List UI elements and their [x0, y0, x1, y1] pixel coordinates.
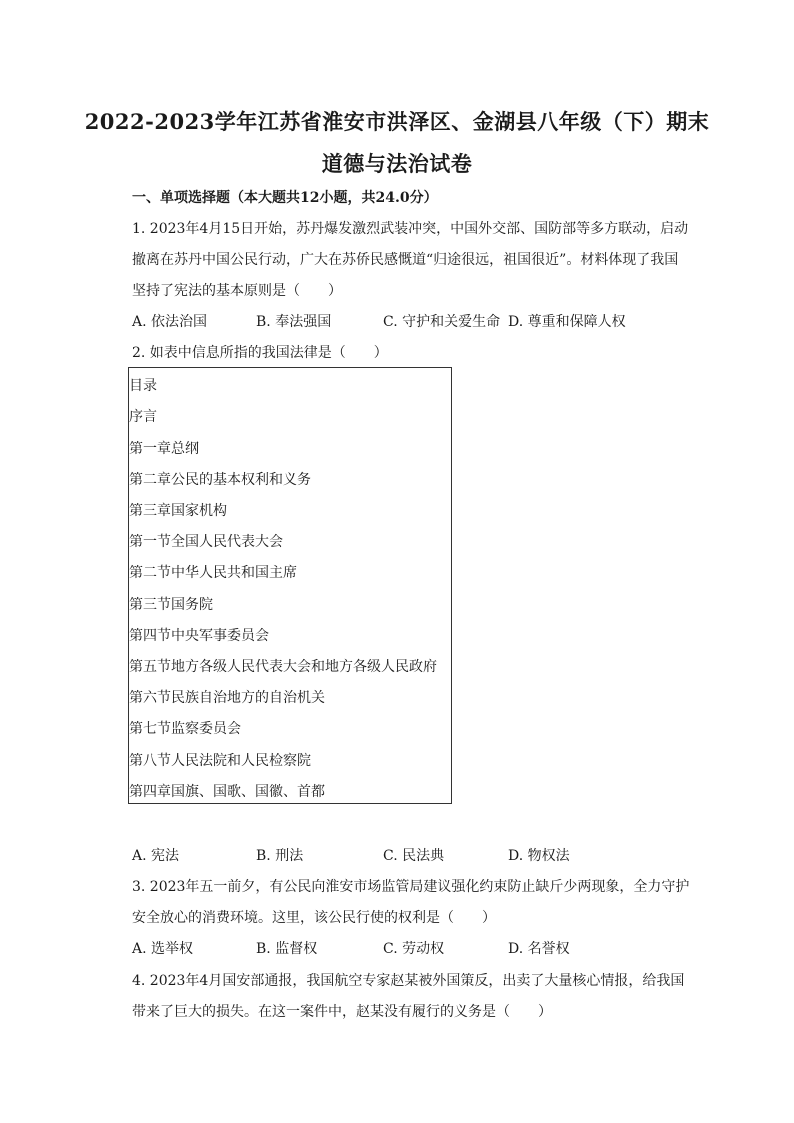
q3-option-b: B. 监督权 [256, 941, 318, 957]
q1-line: 坚持了宪法的基本原则是（ ） [132, 283, 342, 299]
q2-option-b: B. 刑法 [256, 848, 304, 864]
q4-line: 带来了巨大的损失。在这一案件中，赵某没有履行的义务是（ ） [132, 1004, 552, 1020]
q2-table [128, 367, 452, 804]
q3-line: 3. 2023年五一前夕，有公民向淮安市场监管局建议强化约束防止缺斤少两现象，全力守护 [132, 879, 690, 895]
q3-option-a: A. 选举权 [132, 941, 194, 957]
q4-line: 4. 2023年4月国安部通报，我国航空专家赵某被外国策反，出卖了大量核心情报，给我国 [132, 973, 685, 989]
table-row: 第一章总纲 [129, 441, 199, 457]
q2-option-d: D. 物权法 [508, 848, 570, 864]
exam-title-line1: 2022-2023学年江苏省淮安市洪泽区、金湖县八年级（下）期末 [84, 109, 710, 134]
q1-option-b: B. 奉法强国 [256, 314, 332, 330]
table-row: 目录 [129, 378, 157, 394]
table-row: 第二节中华人民共和国主席 [129, 565, 297, 581]
table-row: 第七节监察委员会 [129, 721, 241, 737]
q2-option-c: C. 民法典 [383, 848, 445, 864]
table-row: 第八节人民法院和人民检察院 [129, 753, 311, 769]
q3-option-d: D. 名誉权 [508, 941, 570, 957]
q3-option-c: C. 劳动权 [383, 941, 445, 957]
table-row: 第四章国旗、国歌、国徽、首都 [129, 784, 325, 800]
q1-line: 撤离在苏丹中国公民行动，广大在苏侨民感慨道“归途很远，祖国很近”。材料体现了我国 [132, 252, 679, 268]
table-row: 第二章公民的基本权利和义务 [129, 472, 311, 488]
q3-line: 安全放心的消费环境。这里，该公民行使的权利是（ ） [132, 910, 496, 926]
q1-option-c: C. 守护和关爱生命 [383, 314, 501, 330]
q2-option-a: A. 宪法 [132, 848, 180, 864]
q1-line: 1. 2023年4月15日开始，苏丹爆发激烈武装冲突，中国外交部、国防部等多方联动，启动 [132, 221, 689, 237]
table-row: 第三章国家机构 [129, 503, 227, 519]
table-row: 第六节民族自治地方的自治机关 [129, 690, 325, 706]
exam-title-line2: 道德与法治试卷 [321, 151, 473, 176]
table-row: 第三节国务院 [129, 597, 213, 613]
section-heading: 一、单项选择题（本大题共12小题，共24.0分） [132, 190, 438, 206]
table-row: 第五节地方各级人民代表大会和地方各级人民政府 [129, 659, 437, 675]
q1-option-d: D. 尊重和保障人权 [508, 314, 626, 330]
q2-stem: 2. 如表中信息所指的我国法律是（ ） [132, 345, 388, 361]
table-row: 序言 [129, 409, 157, 425]
table-row: 第一节全国人民代表大会 [129, 534, 283, 550]
table-row: 第四节中央军事委员会 [129, 628, 269, 644]
q1-option-a: A. 依法治国 [132, 314, 208, 330]
